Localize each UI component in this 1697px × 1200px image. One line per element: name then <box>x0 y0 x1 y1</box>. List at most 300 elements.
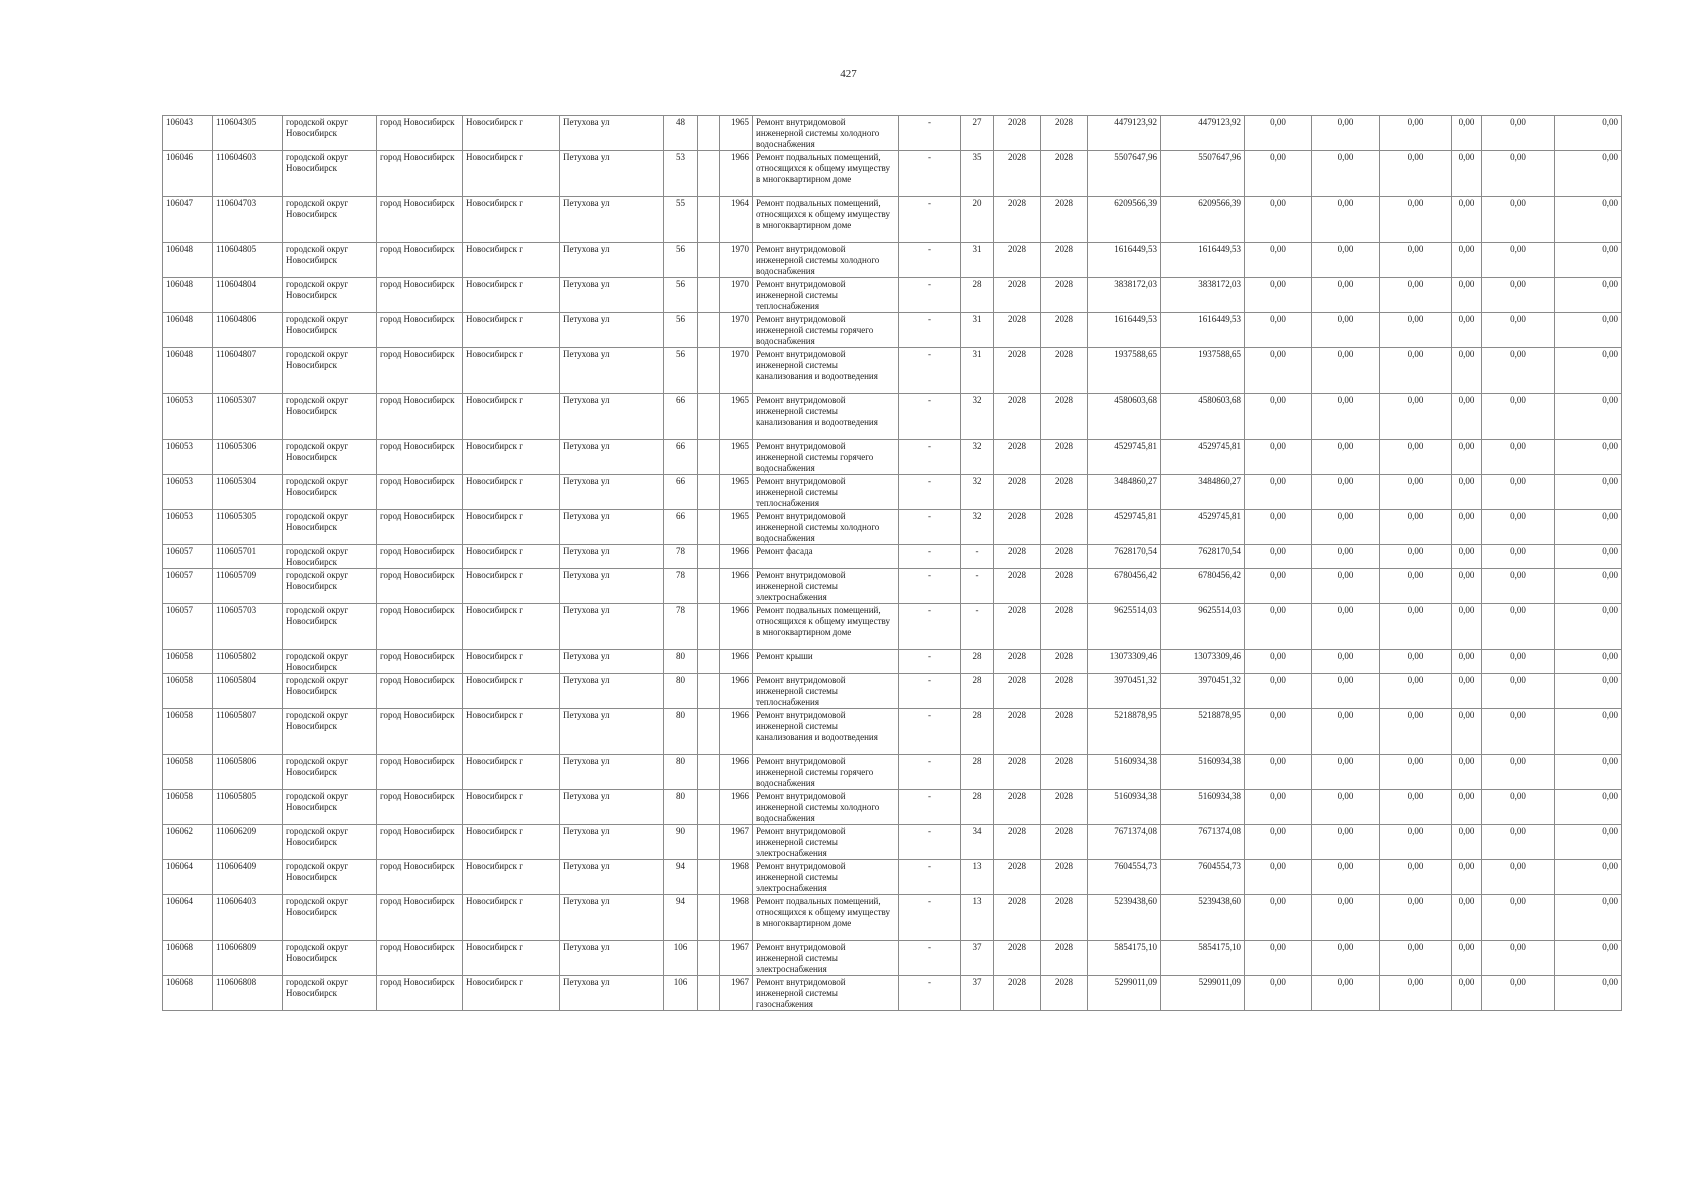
cell-work-id: 110604805 <box>213 243 283 278</box>
cell-cost-total: 7604554,73 <box>1088 860 1161 895</box>
cell-locality: Новосибирск г <box>463 348 560 394</box>
cell-cost-owners-share: 0,00 <box>1452 674 1482 709</box>
cell-cost-fund: 4479123,92 <box>1161 116 1245 151</box>
cell-plan-mark: - <box>899 569 961 604</box>
cell-building <box>698 313 720 348</box>
cell-cost-owners-share: 0,00 <box>1452 976 1482 1011</box>
cell-work-id: 110605305 <box>213 510 283 545</box>
cell-cost-other: 0,00 <box>1555 510 1622 545</box>
cell-plan-mark: - <box>899 545 961 569</box>
cell-work-type: Ремонт фасада <box>753 545 899 569</box>
cell-cost-regional: 0,00 <box>1312 197 1380 243</box>
cell-street: Петухова ул <box>560 348 664 394</box>
cell-cost-total: 6780456,42 <box>1088 569 1161 604</box>
cell-locality: Новосибирск г <box>463 604 560 650</box>
cell-work-type: Ремонт внутридомовой инженерной системы горячего водоснабжения <box>753 313 899 348</box>
cell-cost-owners-share: 0,00 <box>1452 895 1482 941</box>
cell-settlement: город Новосибирск <box>377 860 463 895</box>
cell-house-id: 106053 <box>163 510 213 545</box>
cell-municipality: городской округ Новосибирск <box>283 976 377 1011</box>
cell-work-type: Ремонт внутридомовой инженерной системы холодного водоснабжения <box>753 790 899 825</box>
cell-cost-owners: 0,00 <box>1482 650 1555 674</box>
cell-cost-other: 0,00 <box>1555 348 1622 394</box>
cell-cost-owners-share: 0,00 <box>1452 197 1482 243</box>
cell-plan-year-start: 2028 <box>994 674 1041 709</box>
cell-cost-owners: 0,00 <box>1482 116 1555 151</box>
cell-house-id: 106068 <box>163 941 213 976</box>
cell-street: Петухова ул <box>560 394 664 440</box>
cell-house-number: 80 <box>664 755 698 790</box>
cell-settlement: город Новосибирск <box>377 197 463 243</box>
cell-municipality: городской округ Новосибирск <box>283 510 377 545</box>
cell-cost-federal: 0,00 <box>1245 976 1312 1011</box>
cell-street: Петухова ул <box>560 709 664 755</box>
cell-building <box>698 790 720 825</box>
cell-cost-owners: 0,00 <box>1482 545 1555 569</box>
cell-cost-owners: 0,00 <box>1482 674 1555 709</box>
cell-plan-year-start: 2028 <box>994 825 1041 860</box>
cell-locality: Новосибирск г <box>463 197 560 243</box>
cell-cost-federal: 0,00 <box>1245 860 1312 895</box>
cell-plan-year-start: 2028 <box>994 440 1041 475</box>
cell-cost-owners: 0,00 <box>1482 197 1555 243</box>
cell-plan-year-end: 2028 <box>1041 278 1088 313</box>
cell-street: Петухова ул <box>560 941 664 976</box>
cell-cost-regional: 0,00 <box>1312 569 1380 604</box>
cell-cost-local: 0,00 <box>1380 151 1452 197</box>
table-row <box>163 569 1622 604</box>
cell-cost-owners-share: 0,00 <box>1452 825 1482 860</box>
cell-cost-local: 0,00 <box>1380 790 1452 825</box>
cell-cost-fund: 7604554,73 <box>1161 860 1245 895</box>
cell-work-id: 110604806 <box>213 313 283 348</box>
cell-cost-local: 0,00 <box>1380 545 1452 569</box>
cell-work-type: Ремонт крыши <box>753 650 899 674</box>
cell-cost-fund: 1616449,53 <box>1161 313 1245 348</box>
cell-building <box>698 860 720 895</box>
cell-cost-fund: 6209566,39 <box>1161 197 1245 243</box>
cell-cost-total: 4580603,68 <box>1088 394 1161 440</box>
cell-street: Петухова ул <box>560 790 664 825</box>
cell-wear-percent: 28 <box>961 709 994 755</box>
cell-cost-federal: 0,00 <box>1245 394 1312 440</box>
cell-plan-year-start: 2028 <box>994 545 1041 569</box>
cell-cost-owners: 0,00 <box>1482 510 1555 545</box>
cell-cost-regional: 0,00 <box>1312 348 1380 394</box>
cell-plan-year-start: 2028 <box>994 604 1041 650</box>
cell-locality: Новосибирск г <box>463 440 560 475</box>
cell-cost-owners-share: 0,00 <box>1452 569 1482 604</box>
cell-cost-local: 0,00 <box>1380 941 1452 976</box>
cell-cost-total: 4529745,81 <box>1088 510 1161 545</box>
cell-cost-owners-share: 0,00 <box>1452 650 1482 674</box>
cell-year-built: 1970 <box>720 243 753 278</box>
cell-locality: Новосибирск г <box>463 825 560 860</box>
cell-cost-owners: 0,00 <box>1482 825 1555 860</box>
cell-cost-regional: 0,00 <box>1312 243 1380 278</box>
cell-cost-other: 0,00 <box>1555 278 1622 313</box>
cell-municipality: городской округ Новосибирск <box>283 440 377 475</box>
cell-building <box>698 116 720 151</box>
cell-cost-owners: 0,00 <box>1482 475 1555 510</box>
cell-plan-mark: - <box>899 313 961 348</box>
cell-work-id: 110605806 <box>213 755 283 790</box>
cell-plan-year-start: 2028 <box>994 860 1041 895</box>
cell-municipality: городской округ Новосибирск <box>283 825 377 860</box>
cell-house-id: 106046 <box>163 151 213 197</box>
cell-wear-percent: 31 <box>961 313 994 348</box>
cell-municipality: городской округ Новосибирск <box>283 475 377 510</box>
cell-plan-mark: - <box>899 151 961 197</box>
cell-wear-percent: 37 <box>961 976 994 1011</box>
cell-cost-total: 3484860,27 <box>1088 475 1161 510</box>
cell-settlement: город Новосибирск <box>377 243 463 278</box>
cell-cost-fund: 5160934,38 <box>1161 790 1245 825</box>
cell-plan-year-end: 2028 <box>1041 895 1088 941</box>
cell-cost-federal: 0,00 <box>1245 604 1312 650</box>
capital-repair-table <box>162 115 1622 1011</box>
cell-plan-year-start: 2028 <box>994 243 1041 278</box>
cell-house-id: 106057 <box>163 604 213 650</box>
cell-settlement: город Новосибирск <box>377 440 463 475</box>
cell-settlement: город Новосибирск <box>377 545 463 569</box>
table-row <box>163 440 1622 475</box>
cell-cost-regional: 0,00 <box>1312 860 1380 895</box>
cell-municipality: городской округ Новосибирск <box>283 313 377 348</box>
cell-plan-year-end: 2028 <box>1041 976 1088 1011</box>
cell-municipality: городской округ Новосибирск <box>283 604 377 650</box>
cell-municipality: городской округ Новосибирск <box>283 674 377 709</box>
cell-work-id: 110605804 <box>213 674 283 709</box>
cell-house-id: 106043 <box>163 116 213 151</box>
cell-locality: Новосибирск г <box>463 569 560 604</box>
cell-cost-local: 0,00 <box>1380 510 1452 545</box>
cell-cost-other: 0,00 <box>1555 650 1622 674</box>
cell-cost-local: 0,00 <box>1380 825 1452 860</box>
cell-settlement: город Новосибирск <box>377 941 463 976</box>
cell-street: Петухова ул <box>560 440 664 475</box>
cell-municipality: городской округ Новосибирск <box>283 709 377 755</box>
cell-cost-fund: 5218878,95 <box>1161 709 1245 755</box>
cell-plan-mark: - <box>899 790 961 825</box>
cell-cost-total: 5854175,10 <box>1088 941 1161 976</box>
cell-municipality: городской округ Новосибирск <box>283 790 377 825</box>
cell-wear-percent: 13 <box>961 895 994 941</box>
cell-plan-mark: - <box>899 825 961 860</box>
cell-cost-regional: 0,00 <box>1312 475 1380 510</box>
cell-street: Петухова ул <box>560 197 664 243</box>
cell-year-built: 1967 <box>720 941 753 976</box>
cell-house-number: 56 <box>664 278 698 313</box>
cell-plan-year-start: 2028 <box>994 348 1041 394</box>
cell-cost-federal: 0,00 <box>1245 569 1312 604</box>
cell-cost-owners: 0,00 <box>1482 895 1555 941</box>
cell-cost-local: 0,00 <box>1380 604 1452 650</box>
cell-cost-other: 0,00 <box>1555 394 1622 440</box>
cell-locality: Новосибирск г <box>463 116 560 151</box>
cell-cost-regional: 0,00 <box>1312 510 1380 545</box>
cell-cost-owners-share: 0,00 <box>1452 348 1482 394</box>
cell-cost-local: 0,00 <box>1380 569 1452 604</box>
cell-cost-federal: 0,00 <box>1245 650 1312 674</box>
cell-building <box>698 976 720 1011</box>
cell-cost-total: 13073309,46 <box>1088 650 1161 674</box>
cell-municipality: городской округ Новосибирск <box>283 394 377 440</box>
cell-cost-total: 4479123,92 <box>1088 116 1161 151</box>
cell-settlement: город Новосибирск <box>377 394 463 440</box>
cell-plan-year-end: 2028 <box>1041 116 1088 151</box>
table-row <box>163 860 1622 895</box>
cell-house-id: 106048 <box>163 348 213 394</box>
cell-locality: Новосибирск г <box>463 790 560 825</box>
cell-settlement: город Новосибирск <box>377 313 463 348</box>
cell-building <box>698 475 720 510</box>
cell-wear-percent: 31 <box>961 243 994 278</box>
cell-cost-owners: 0,00 <box>1482 860 1555 895</box>
cell-house-id: 106048 <box>163 243 213 278</box>
cell-house-number: 80 <box>664 709 698 755</box>
cell-work-type: Ремонт подвальных помещений, относящихся к общему имуществу в многоквартирном доме <box>753 895 899 941</box>
cell-plan-year-end: 2028 <box>1041 197 1088 243</box>
cell-street: Петухова ул <box>560 650 664 674</box>
cell-street: Петухова ул <box>560 674 664 709</box>
cell-locality: Новосибирск г <box>463 941 560 976</box>
cell-work-id: 110605304 <box>213 475 283 510</box>
cell-locality: Новосибирск г <box>463 650 560 674</box>
cell-year-built: 1968 <box>720 860 753 895</box>
cell-locality: Новосибирск г <box>463 976 560 1011</box>
cell-cost-local: 0,00 <box>1380 895 1452 941</box>
cell-year-built: 1965 <box>720 394 753 440</box>
cell-work-type: Ремонт внутридомовой инженерной системы канализования и водоотведения <box>753 394 899 440</box>
cell-building <box>698 825 720 860</box>
cell-municipality: городской округ Новосибирск <box>283 278 377 313</box>
cell-year-built: 1966 <box>720 674 753 709</box>
cell-wear-percent: 20 <box>961 197 994 243</box>
cell-year-built: 1970 <box>720 278 753 313</box>
cell-cost-fund: 5854175,10 <box>1161 941 1245 976</box>
table-row <box>163 755 1622 790</box>
cell-house-number: 80 <box>664 674 698 709</box>
cell-wear-percent: 37 <box>961 941 994 976</box>
cell-cost-federal: 0,00 <box>1245 941 1312 976</box>
cell-street: Петухова ул <box>560 825 664 860</box>
cell-cost-fund: 1937588,65 <box>1161 348 1245 394</box>
table-row <box>163 790 1622 825</box>
cell-locality: Новосибирск г <box>463 243 560 278</box>
cell-settlement: город Новосибирск <box>377 348 463 394</box>
cell-cost-owners: 0,00 <box>1482 394 1555 440</box>
cell-work-type: Ремонт внутридомовой инженерной системы электроснабжения <box>753 941 899 976</box>
cell-plan-year-end: 2028 <box>1041 313 1088 348</box>
cell-cost-other: 0,00 <box>1555 674 1622 709</box>
cell-cost-regional: 0,00 <box>1312 941 1380 976</box>
cell-settlement: город Новосибирск <box>377 825 463 860</box>
cell-cost-local: 0,00 <box>1380 860 1452 895</box>
cell-plan-mark: - <box>899 604 961 650</box>
cell-cost-federal: 0,00 <box>1245 755 1312 790</box>
cell-work-type: Ремонт подвальных помещений, относящихся к общему имуществу в многоквартирном доме <box>753 604 899 650</box>
cell-cost-owners-share: 0,00 <box>1452 116 1482 151</box>
cell-cost-total: 5507647,96 <box>1088 151 1161 197</box>
cell-cost-local: 0,00 <box>1380 440 1452 475</box>
cell-cost-owners-share: 0,00 <box>1452 278 1482 313</box>
cell-cost-owners: 0,00 <box>1482 278 1555 313</box>
cell-street: Петухова ул <box>560 545 664 569</box>
cell-wear-percent: 32 <box>961 440 994 475</box>
cell-cost-regional: 0,00 <box>1312 116 1380 151</box>
cell-cost-federal: 0,00 <box>1245 790 1312 825</box>
cell-cost-total: 6209566,39 <box>1088 197 1161 243</box>
cell-settlement: город Новосибирск <box>377 604 463 650</box>
cell-work-id: 110605701 <box>213 545 283 569</box>
cell-cost-federal: 0,00 <box>1245 895 1312 941</box>
cell-year-built: 1970 <box>720 313 753 348</box>
cell-cost-regional: 0,00 <box>1312 650 1380 674</box>
cell-cost-total: 5239438,60 <box>1088 895 1161 941</box>
cell-settlement: город Новосибирск <box>377 475 463 510</box>
cell-plan-mark: - <box>899 976 961 1011</box>
table-row <box>163 510 1622 545</box>
cell-plan-year-end: 2028 <box>1041 475 1088 510</box>
cell-cost-other: 0,00 <box>1555 860 1622 895</box>
cell-house-number: 106 <box>664 941 698 976</box>
cell-work-id: 110606403 <box>213 895 283 941</box>
cell-work-type: Ремонт внутридомовой инженерной системы электроснабжения <box>753 860 899 895</box>
table-row <box>163 116 1622 151</box>
cell-building <box>698 674 720 709</box>
cell-cost-owners-share: 0,00 <box>1452 313 1482 348</box>
cell-street: Петухова ул <box>560 151 664 197</box>
cell-house-id: 106057 <box>163 545 213 569</box>
cell-cost-regional: 0,00 <box>1312 755 1380 790</box>
cell-cost-other: 0,00 <box>1555 313 1622 348</box>
cell-wear-percent: 32 <box>961 510 994 545</box>
cell-cost-total: 1937588,65 <box>1088 348 1161 394</box>
cell-cost-other: 0,00 <box>1555 790 1622 825</box>
cell-cost-local: 0,00 <box>1380 197 1452 243</box>
cell-locality: Новосибирск г <box>463 755 560 790</box>
cell-cost-local: 0,00 <box>1380 394 1452 440</box>
cell-building <box>698 941 720 976</box>
cell-plan-year-start: 2028 <box>994 941 1041 976</box>
cell-cost-local: 0,00 <box>1380 674 1452 709</box>
cell-municipality: городской округ Новосибирск <box>283 545 377 569</box>
cell-settlement: город Новосибирск <box>377 709 463 755</box>
cell-plan-year-end: 2028 <box>1041 825 1088 860</box>
table-row <box>163 243 1622 278</box>
cell-cost-federal: 0,00 <box>1245 278 1312 313</box>
cell-settlement: город Новосибирск <box>377 650 463 674</box>
cell-wear-percent: - <box>961 569 994 604</box>
cell-locality: Новосибирск г <box>463 151 560 197</box>
cell-plan-mark: - <box>899 709 961 755</box>
cell-cost-fund: 5239438,60 <box>1161 895 1245 941</box>
cell-cost-federal: 0,00 <box>1245 510 1312 545</box>
cell-work-type: Ремонт внутридомовой инженерной системы электроснабжения <box>753 825 899 860</box>
cell-locality: Новосибирск г <box>463 895 560 941</box>
cell-settlement: город Новосибирск <box>377 755 463 790</box>
cell-house-number: 56 <box>664 243 698 278</box>
cell-cost-owners-share: 0,00 <box>1452 545 1482 569</box>
cell-house-number: 94 <box>664 860 698 895</box>
cell-cost-fund: 5299011,09 <box>1161 976 1245 1011</box>
cell-cost-regional: 0,00 <box>1312 895 1380 941</box>
cell-settlement: город Новосибирск <box>377 895 463 941</box>
cell-settlement: город Новосибирск <box>377 569 463 604</box>
cell-plan-year-end: 2028 <box>1041 440 1088 475</box>
cell-year-built: 1965 <box>720 510 753 545</box>
cell-municipality: городской округ Новосибирск <box>283 941 377 976</box>
cell-municipality: городской округ Новосибирск <box>283 197 377 243</box>
cell-year-built: 1968 <box>720 895 753 941</box>
cell-house-id: 106064 <box>163 895 213 941</box>
cell-cost-federal: 0,00 <box>1245 545 1312 569</box>
cell-street: Петухова ул <box>560 976 664 1011</box>
cell-house-id: 106053 <box>163 475 213 510</box>
table-row <box>163 197 1622 243</box>
cell-cost-owners-share: 0,00 <box>1452 604 1482 650</box>
cell-plan-year-start: 2028 <box>994 197 1041 243</box>
cell-plan-year-start: 2028 <box>994 313 1041 348</box>
cell-work-id: 110605306 <box>213 440 283 475</box>
cell-locality: Новосибирск г <box>463 860 560 895</box>
cell-plan-year-end: 2028 <box>1041 674 1088 709</box>
cell-cost-other: 0,00 <box>1555 825 1622 860</box>
table-row <box>163 674 1622 709</box>
cell-house-number: 90 <box>664 825 698 860</box>
cell-house-number: 66 <box>664 475 698 510</box>
cell-locality: Новосибирск г <box>463 674 560 709</box>
cell-cost-local: 0,00 <box>1380 313 1452 348</box>
cell-settlement: город Новосибирск <box>377 510 463 545</box>
cell-cost-federal: 0,00 <box>1245 243 1312 278</box>
cell-cost-total: 4529745,81 <box>1088 440 1161 475</box>
cell-cost-total: 1616449,53 <box>1088 313 1161 348</box>
table-row <box>163 976 1622 1011</box>
cell-plan-year-start: 2028 <box>994 755 1041 790</box>
cell-cost-fund: 3484860,27 <box>1161 475 1245 510</box>
cell-house-id: 106058 <box>163 674 213 709</box>
cell-cost-federal: 0,00 <box>1245 116 1312 151</box>
cell-plan-mark: - <box>899 650 961 674</box>
cell-cost-federal: 0,00 <box>1245 151 1312 197</box>
cell-cost-owners-share: 0,00 <box>1452 440 1482 475</box>
cell-building <box>698 895 720 941</box>
cell-street: Петухова ул <box>560 755 664 790</box>
cell-cost-total: 1616449,53 <box>1088 243 1161 278</box>
cell-cost-regional: 0,00 <box>1312 709 1380 755</box>
cell-plan-mark: - <box>899 674 961 709</box>
cell-house-number: 56 <box>664 313 698 348</box>
cell-cost-owners: 0,00 <box>1482 243 1555 278</box>
cell-wear-percent: 32 <box>961 475 994 510</box>
cell-plan-year-end: 2028 <box>1041 709 1088 755</box>
cell-work-type: Ремонт внутридомовой инженерной системы теплоснабжения <box>753 475 899 510</box>
cell-cost-total: 5160934,38 <box>1088 755 1161 790</box>
cell-work-id: 110606409 <box>213 860 283 895</box>
cell-plan-year-start: 2028 <box>994 895 1041 941</box>
cell-year-built: 1967 <box>720 976 753 1011</box>
cell-plan-year-start: 2028 <box>994 790 1041 825</box>
cell-cost-fund: 4529745,81 <box>1161 440 1245 475</box>
cell-street: Петухова ул <box>560 604 664 650</box>
cell-plan-year-end: 2028 <box>1041 650 1088 674</box>
cell-municipality: городской округ Новосибирск <box>283 895 377 941</box>
cell-locality: Новосибирск г <box>463 709 560 755</box>
cell-cost-local: 0,00 <box>1380 475 1452 510</box>
cell-plan-year-end: 2028 <box>1041 394 1088 440</box>
